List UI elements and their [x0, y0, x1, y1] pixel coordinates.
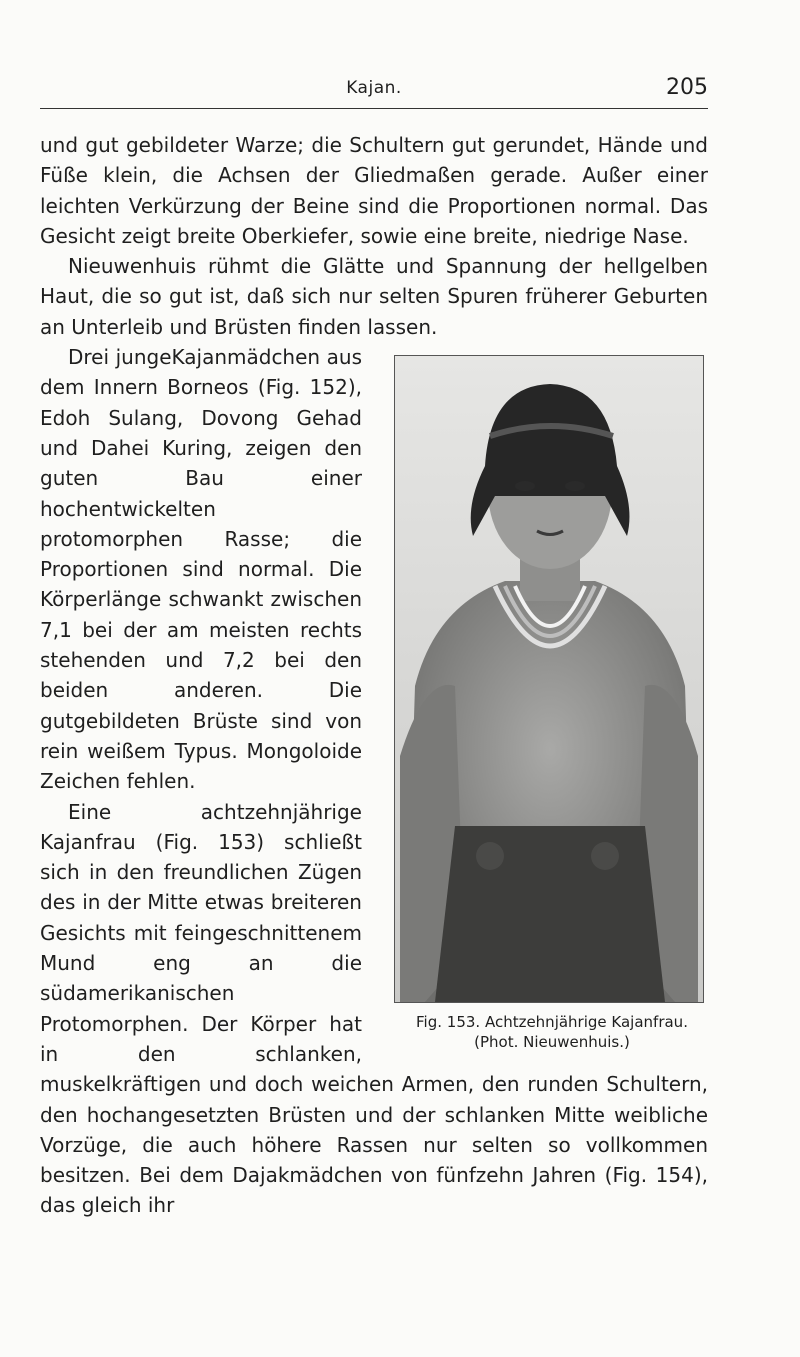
- figure-caption: [382, 1012, 722, 1052]
- body-text: [40, 130, 708, 1221]
- left-bracelet: [476, 842, 504, 870]
- running-header: [40, 75, 708, 109]
- skirt: [435, 826, 665, 1002]
- figure-153: [382, 355, 708, 1067]
- running-title: Kajan.: [346, 78, 402, 98]
- left-eye: [515, 481, 535, 491]
- paragraph-2-text: Nieuwenhuis rühmt die Glätte und Spannung der hellgelben Haut, die so gut ist, daß sich nur selten Spuren früherer Geburten an Unterleib und Brüsten finden lassen.: [40, 254, 708, 339]
- right-eye: [565, 481, 585, 491]
- paragraph-2: [40, 251, 708, 342]
- caption-title: Fig. 153. Achtzehnjährige Kajanfrau.: [416, 1013, 688, 1032]
- paragraph-1: und gut gebildeter Warze; die Schultern gut gerundet, Hände und Füße klein, die Achsen der Gliedmaßen gerade. Außer einer leichten Verkürzung der Beine sind die Proportionen normal. Das Gesicht zeigt breite Oberkiefer, sowie eine breite, niedrige Nase.: [40, 133, 708, 248]
- portrait-illustration: [395, 356, 703, 1002]
- paragraph-4: Eine achtzehnjährige Kajanfrau (Fig. 153) schließt sich in den freundlichen Zügen des in der Mitte etwas breiteren Gesichts mit feingeschnittenem Mund eng an die südamerikanischen Protomorphen. Der Körper hat in den schlanken, muskelkräftigen und doch weichen Armen, den runden Schultern, den hochangesetzten Brüsten und der schlanken Mitte weibliche Vorzüge, die auch höhere Rassen nur selten so vollkommen besitzen. Bei dem Dajakmädchen von fünfzehn Jahren (Fig. 154), das gleich ihr: [40, 799, 708, 1218]
- paragraph-3: Drei jungeKajanmädchen aus dem Innern Borneos (Fig. 152), Edoh Sulang, Dovong Gehad und Dahei Kuring, zeigen den guten Bau einer hochentwickelten protomorphen Rasse; die Proportionen sind normal. Die Körperlänge schwankt zwischen 7,1 bei der am meisten rechts stehenden und 7,2 bei den beiden anderen. Die gutgebildeten Brüste sind von rein weißem Typus. Mongoloide Zeichen fehlen.: [40, 345, 362, 794]
- caption-credit: (Phot. Nieuwenhuis.): [474, 1033, 630, 1052]
- page-number: 205: [666, 75, 708, 100]
- photo-kajan-woman: [394, 355, 704, 1003]
- right-bracelet: [591, 842, 619, 870]
